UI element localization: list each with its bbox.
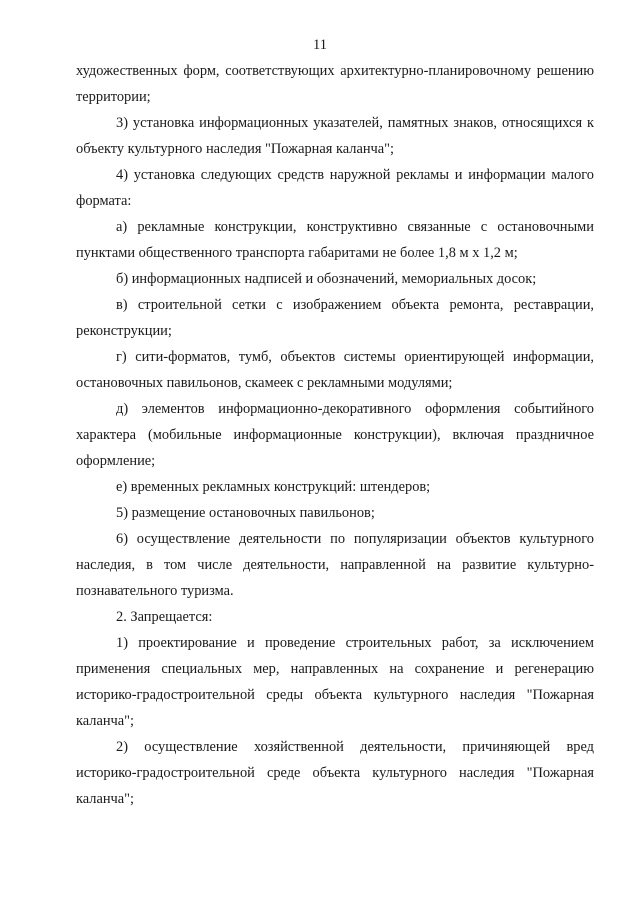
page-number: 11	[313, 37, 327, 53]
paragraph-subitem-d: д) элементов информационно-декоративного оформления событийного характера (мобильные информационные конструкции), включая праздничное оформление;	[76, 401, 594, 469]
paragraph-item-3: 3) установка информационных указателей, памятных знаков, относящихся к объекту культурного наследия "Пожарная каланча";	[76, 115, 594, 157]
paragraph-subitem-e: е) временных рекламных конструкций: штендеров;	[116, 479, 431, 495]
paragraph-subitem-b: б) информационных надписей и обозначений, мемориальных досок;	[116, 271, 537, 287]
paragraph-subitem-v: в) строительной сетки с изображением объекта ремонта, реставрации, реконструкции;	[76, 297, 594, 339]
section-heading-prohibited: 2. Запрещается:	[116, 609, 213, 625]
paragraph-subitem-a: а) рекламные конструкции, конструктивно связанные с остановочными пунктами общественного транспорта габаритами не более 1,8 м х 1,2 м;	[76, 219, 594, 261]
paragraph-item-5: 5) размещение остановочных павильонов;	[116, 505, 375, 521]
paragraph-continuation: художественных форм, соответствующих архитектурно-планировочному решению территории;	[76, 63, 594, 105]
paragraph-prohibited-1: 1) проектирование и проведение строительных работ, за исключением применения специальных мер, направленных на сохранение и регенерацию историко-градостроительной среды объекта культурного наследия "Пожарная каланча";	[76, 635, 594, 729]
paragraph-prohibited-2: 2) осуществление хозяйственной деятельности, причиняющей вред историко-градостроительной среде объекта культурного наследия "Пожарная каланча";	[76, 739, 594, 807]
document-body	[76, 58, 594, 812]
paragraph-item-4: 4) установка следующих средств наружной рекламы и информации малого формата:	[76, 167, 594, 209]
paragraph-item-6: 6) осуществление деятельности по популяризации объектов культурного наследия, в том числе деятельности, направленной на развитие культурно-познавательного туризма.	[76, 531, 594, 599]
paragraph-subitem-g: г) сити-форматов, тумб, объектов системы ориентирующей информации, остановочных павильонов, скамеек с рекламными модулями;	[76, 349, 594, 391]
